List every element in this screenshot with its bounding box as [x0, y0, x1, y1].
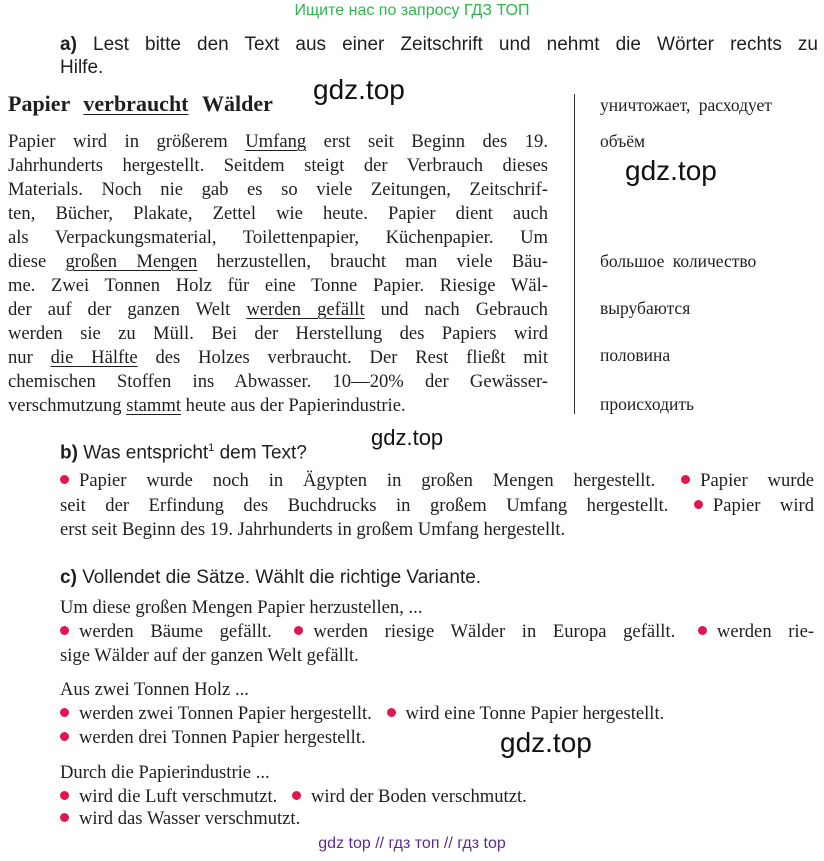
answer-row — [60, 703, 664, 725]
option-text: werden rie- — [716, 621, 815, 642]
footnote-marker: 1 — [208, 442, 215, 454]
bullet-icon — [60, 813, 69, 822]
bullet-icon — [294, 626, 303, 635]
key-phrase: stammt — [126, 395, 181, 416]
option-text: sige Wälder auf der ganzen Welt gefällt. — [60, 645, 359, 666]
text-segment: chemischen Stoffen ins Abwasser. 10—20% der Gewässer- — [8, 371, 548, 392]
task-b-row — [60, 470, 814, 492]
watermark: gdz.top — [625, 155, 717, 186]
text-segment: heute aus der Papierindustrie. — [181, 395, 406, 416]
bullet-icon — [698, 626, 707, 635]
title-word-2: verbraucht — [83, 91, 189, 116]
text-segment: ten, Bücher, Plakate, Zettel wie heute. Papier dient auch — [8, 203, 548, 224]
title-word-1: Papier — [8, 91, 70, 116]
footer-links[interactable]: gdz top // гдз топ // гдз top — [318, 835, 506, 852]
text-segment: Jahrhunderts hergestellt. Seitdem steigt der Verbrauch dieses — [8, 155, 548, 176]
article-line — [8, 155, 548, 177]
option-text: seit der Erfindung des Buchdrucks in großem Umfang hergestellt. — [60, 495, 669, 516]
text-segment: der auf der ganzen Welt — [8, 299, 247, 320]
article-line — [8, 299, 548, 321]
task-b-text: dem Text? — [219, 442, 307, 464]
bullet-icon — [60, 732, 69, 741]
article-line — [8, 227, 548, 249]
text-segment: herzustellen, braucht man viele Bäu- — [197, 251, 548, 272]
text-segment: und nach Gebrauch — [364, 299, 548, 320]
text-segment: Materials. Noch nie gab es so viele Zeitungen, Zeitschrif- — [8, 179, 548, 200]
watermark: gdz.top — [500, 727, 592, 758]
option-text: wird eine Tonne Papier hergestellt. — [405, 703, 665, 724]
article-line — [8, 347, 548, 369]
top-banner: Ищите нас по запросу ГДЗ ТОП — [294, 2, 530, 19]
bullet-icon — [681, 475, 690, 484]
bullet-icon — [60, 475, 69, 484]
question-stem: Aus zwei Tonnen Holz ... — [60, 679, 249, 700]
answer-row — [60, 786, 527, 808]
title-word-3: Wälder — [202, 91, 273, 116]
watermark: gdz.top — [371, 425, 444, 450]
article-line — [8, 395, 548, 417]
text-segment: me. Zwei Tonnen Holz für eine Tonne Papier. Riesige Wäl- — [8, 275, 548, 296]
task-a-letter: a) — [60, 34, 77, 55]
option-text: wird das Wasser verschmutzt. — [79, 808, 301, 829]
gloss-item: объём — [600, 131, 646, 151]
answer-row — [60, 645, 359, 667]
key-phrase: großen Mengen — [65, 251, 198, 272]
text-segment: des Holzes verbraucht. Der Rest fließt mit — [137, 347, 548, 368]
article-line — [8, 131, 548, 153]
question-stem: Um diese großen Mengen Papier herzustellen, ... — [60, 597, 423, 618]
bullet-icon — [387, 708, 396, 717]
article-line — [8, 371, 548, 393]
option-text: werden riesige Wälder in Europa gefällt. — [313, 621, 676, 642]
gloss-item: вырубаются — [600, 298, 691, 318]
answer-row — [60, 727, 366, 749]
task-b-letter: b) — [60, 442, 78, 464]
text-segment: nur — [8, 347, 51, 368]
bullet-icon — [60, 791, 69, 800]
key-phrase: Umfang — [245, 131, 307, 152]
option-text: wird der Boden verschmutzt. — [310, 786, 527, 807]
column-divider — [574, 94, 575, 414]
task-b-row — [60, 519, 565, 541]
task-a-line1: Lest bitte den Text aus einer Zeitschrift und nehmt die Wörter rechts zu — [93, 34, 818, 55]
question-stem: Durch die Papierindustrie ... — [60, 762, 270, 783]
text-segment: erst seit Beginn des 19. — [306, 131, 548, 152]
task-c-letter: c) — [60, 567, 77, 588]
bullet-icon — [694, 500, 703, 509]
article-line — [8, 251, 548, 273]
key-phrase: die Hälfte — [50, 347, 138, 368]
gloss-item: уничтожает, расходует — [600, 95, 772, 115]
task-a-instruction — [60, 33, 818, 79]
bullet-icon — [292, 791, 301, 800]
answer-row — [60, 808, 300, 830]
gloss-item: большое количество — [600, 251, 757, 271]
task-a-line2: Hilfe. — [60, 57, 104, 78]
gloss-item: половина — [600, 345, 671, 365]
text-segment: werden sie zu Müll. Bei der Herstellung des Papiers wird — [8, 323, 548, 344]
article-line — [8, 203, 548, 225]
option-text: werden zwei Tonnen Papier hergestellt. — [79, 703, 372, 724]
option-text: Papier wird — [712, 495, 814, 516]
task-c-text: Vollendet die Sätze. Wählt die richtige Variante. — [82, 567, 482, 588]
task-b-text: Was entspricht — [83, 442, 209, 464]
text-segment: verschmutzung — [8, 395, 127, 416]
option-text: Papier wurde — [700, 470, 815, 491]
option-text: werden Bäume gefällt. — [79, 621, 272, 642]
article-line — [8, 323, 548, 345]
answer-row — [60, 621, 814, 643]
article-line — [8, 275, 548, 297]
gloss-item: происходить — [600, 394, 694, 414]
key-phrase: werden gefällt — [246, 299, 365, 320]
option-text: wird die Luft verschmutzt. — [79, 786, 278, 807]
task-c-instruction — [60, 566, 481, 589]
article-title — [8, 91, 273, 117]
bullet-icon — [60, 708, 69, 717]
text-segment: als Verpackungsmaterial, Toilettenpapier, Küchenpapier. Um — [8, 227, 548, 248]
task-b-instruction — [60, 437, 307, 464]
option-text: erst seit Beginn des 19. Jahrhunderts in großem Umfang hergestellt. — [60, 519, 566, 540]
option-text: werden drei Tonnen Papier hergestellt. — [79, 727, 366, 748]
watermark: gdz.top — [313, 74, 405, 105]
bullet-icon — [60, 626, 69, 635]
text-segment: diese — [8, 251, 66, 272]
task-b-row — [60, 495, 814, 517]
option-text: Papier wurde noch in Ägypten in großen Mengen hergestellt. — [79, 470, 656, 491]
text-segment: Papier wird in größerem — [8, 131, 246, 152]
article-line — [8, 179, 548, 201]
